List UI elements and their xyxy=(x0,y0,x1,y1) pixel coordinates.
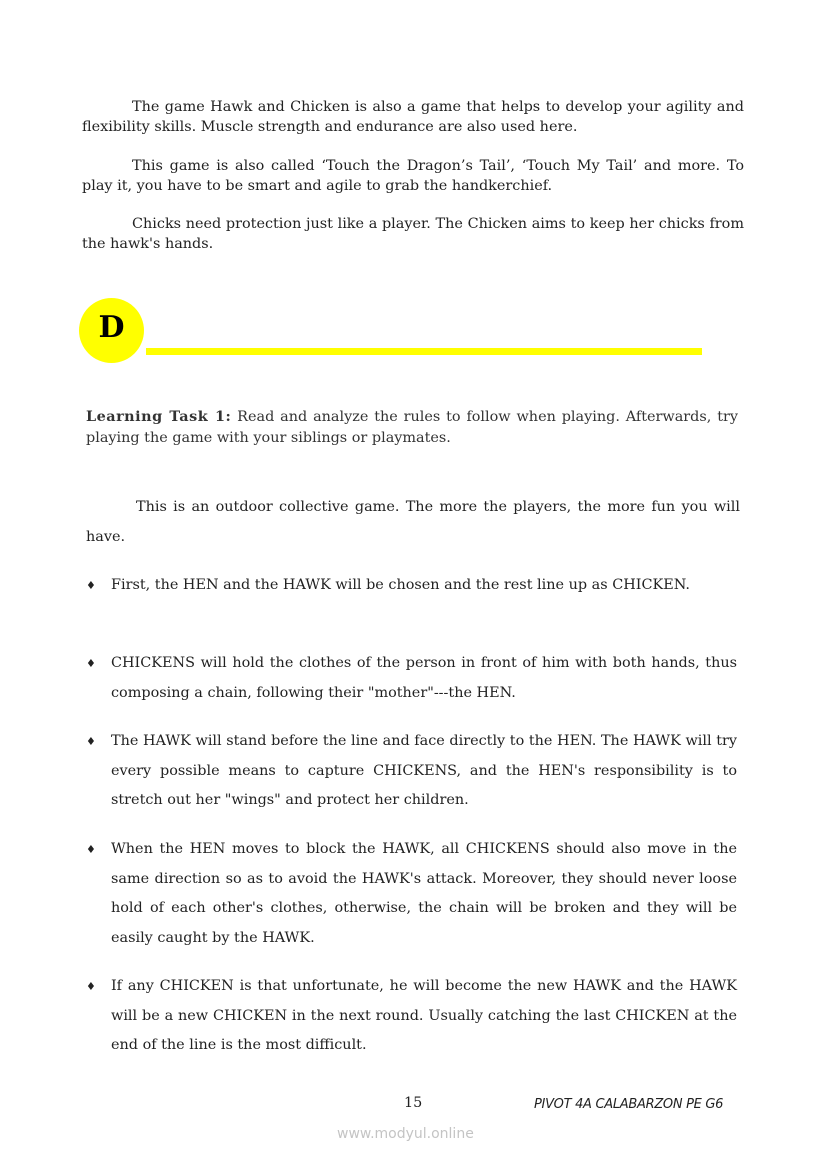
diamond-bullet-icon: ♦ xyxy=(86,980,96,993)
learning-task xyxy=(86,406,738,449)
rule-item: First, the HEN and the HAWK will be chosen and the rest line up as CHICKEN. xyxy=(111,577,690,593)
page-number: 15 xyxy=(404,1095,423,1111)
section-letter: D xyxy=(98,310,125,345)
diamond-bullet-icon: ♦ xyxy=(86,657,96,670)
rule-item: The HAWK will stand before the line and face directly to the HEN. The HAWK will try every possible means to capture CHICKENS, and the HEN's responsibility is to stretch out her "wings" and protect her children. xyxy=(111,733,737,808)
game-intro-text: This is an outdoor collective game. The more the players, the more fun you will have. xyxy=(86,499,740,545)
intro-paragraph-2 xyxy=(82,156,744,196)
rule-item: If any CHICKEN is that unfortunate, he will become the new HAWK and the HAWK will be a new CHICKEN in the next round. Usually catching the last CHICKEN at the end of the line is the most difficult. xyxy=(111,978,737,1053)
rule-item: CHICKENS will hold the clothes of the person in front of him with both hands, thus composing a chain, following their "mother"---the HEN. xyxy=(111,655,737,701)
diamond-bullet-icon: ♦ xyxy=(86,579,96,592)
paragraph-text: Chicks need protection just like a player. The Chicken aims to keep her chicks from the hawk's hands. xyxy=(82,216,744,252)
diamond-bullet-icon: ♦ xyxy=(86,735,96,748)
section-divider xyxy=(146,348,702,355)
footer-title: PIVOT 4A CALABARZON PE G6 xyxy=(534,1097,724,1112)
section-badge xyxy=(79,298,144,363)
paragraph-text: The game Hawk and Chicken is also a game that helps to develop your agility and flexibility skills. Muscle strength and endurance are also used here. xyxy=(82,99,744,135)
diamond-bullet-icon: ♦ xyxy=(86,843,96,856)
game-intro xyxy=(86,492,740,552)
rule-item: When the HEN moves to block the HAWK, all CHICKENS should also move in the same direction so as to avoid the HAWK's attack. Moreover, they should never loose hold of each other's clothes, otherwise, the chain will be broken and they will be easily caught by the HAWK. xyxy=(111,841,737,946)
watermark: www.modyul.online xyxy=(337,1126,474,1142)
intro-paragraph-1 xyxy=(82,97,744,137)
learning-task-text: Read and analyze the rules to follow when playing. Afterwards, try playing the game with your siblings or playmates. xyxy=(86,409,738,446)
intro-paragraph-3 xyxy=(82,214,744,254)
learning-task-label: Learning Task 1: xyxy=(86,408,232,425)
paragraph-text: This game is also called ‘Touch the Dragon’s Tail’, ‘Touch My Tail’ and more. To play it, you have to be smart and agile to grab the handkerchief. xyxy=(82,158,744,194)
